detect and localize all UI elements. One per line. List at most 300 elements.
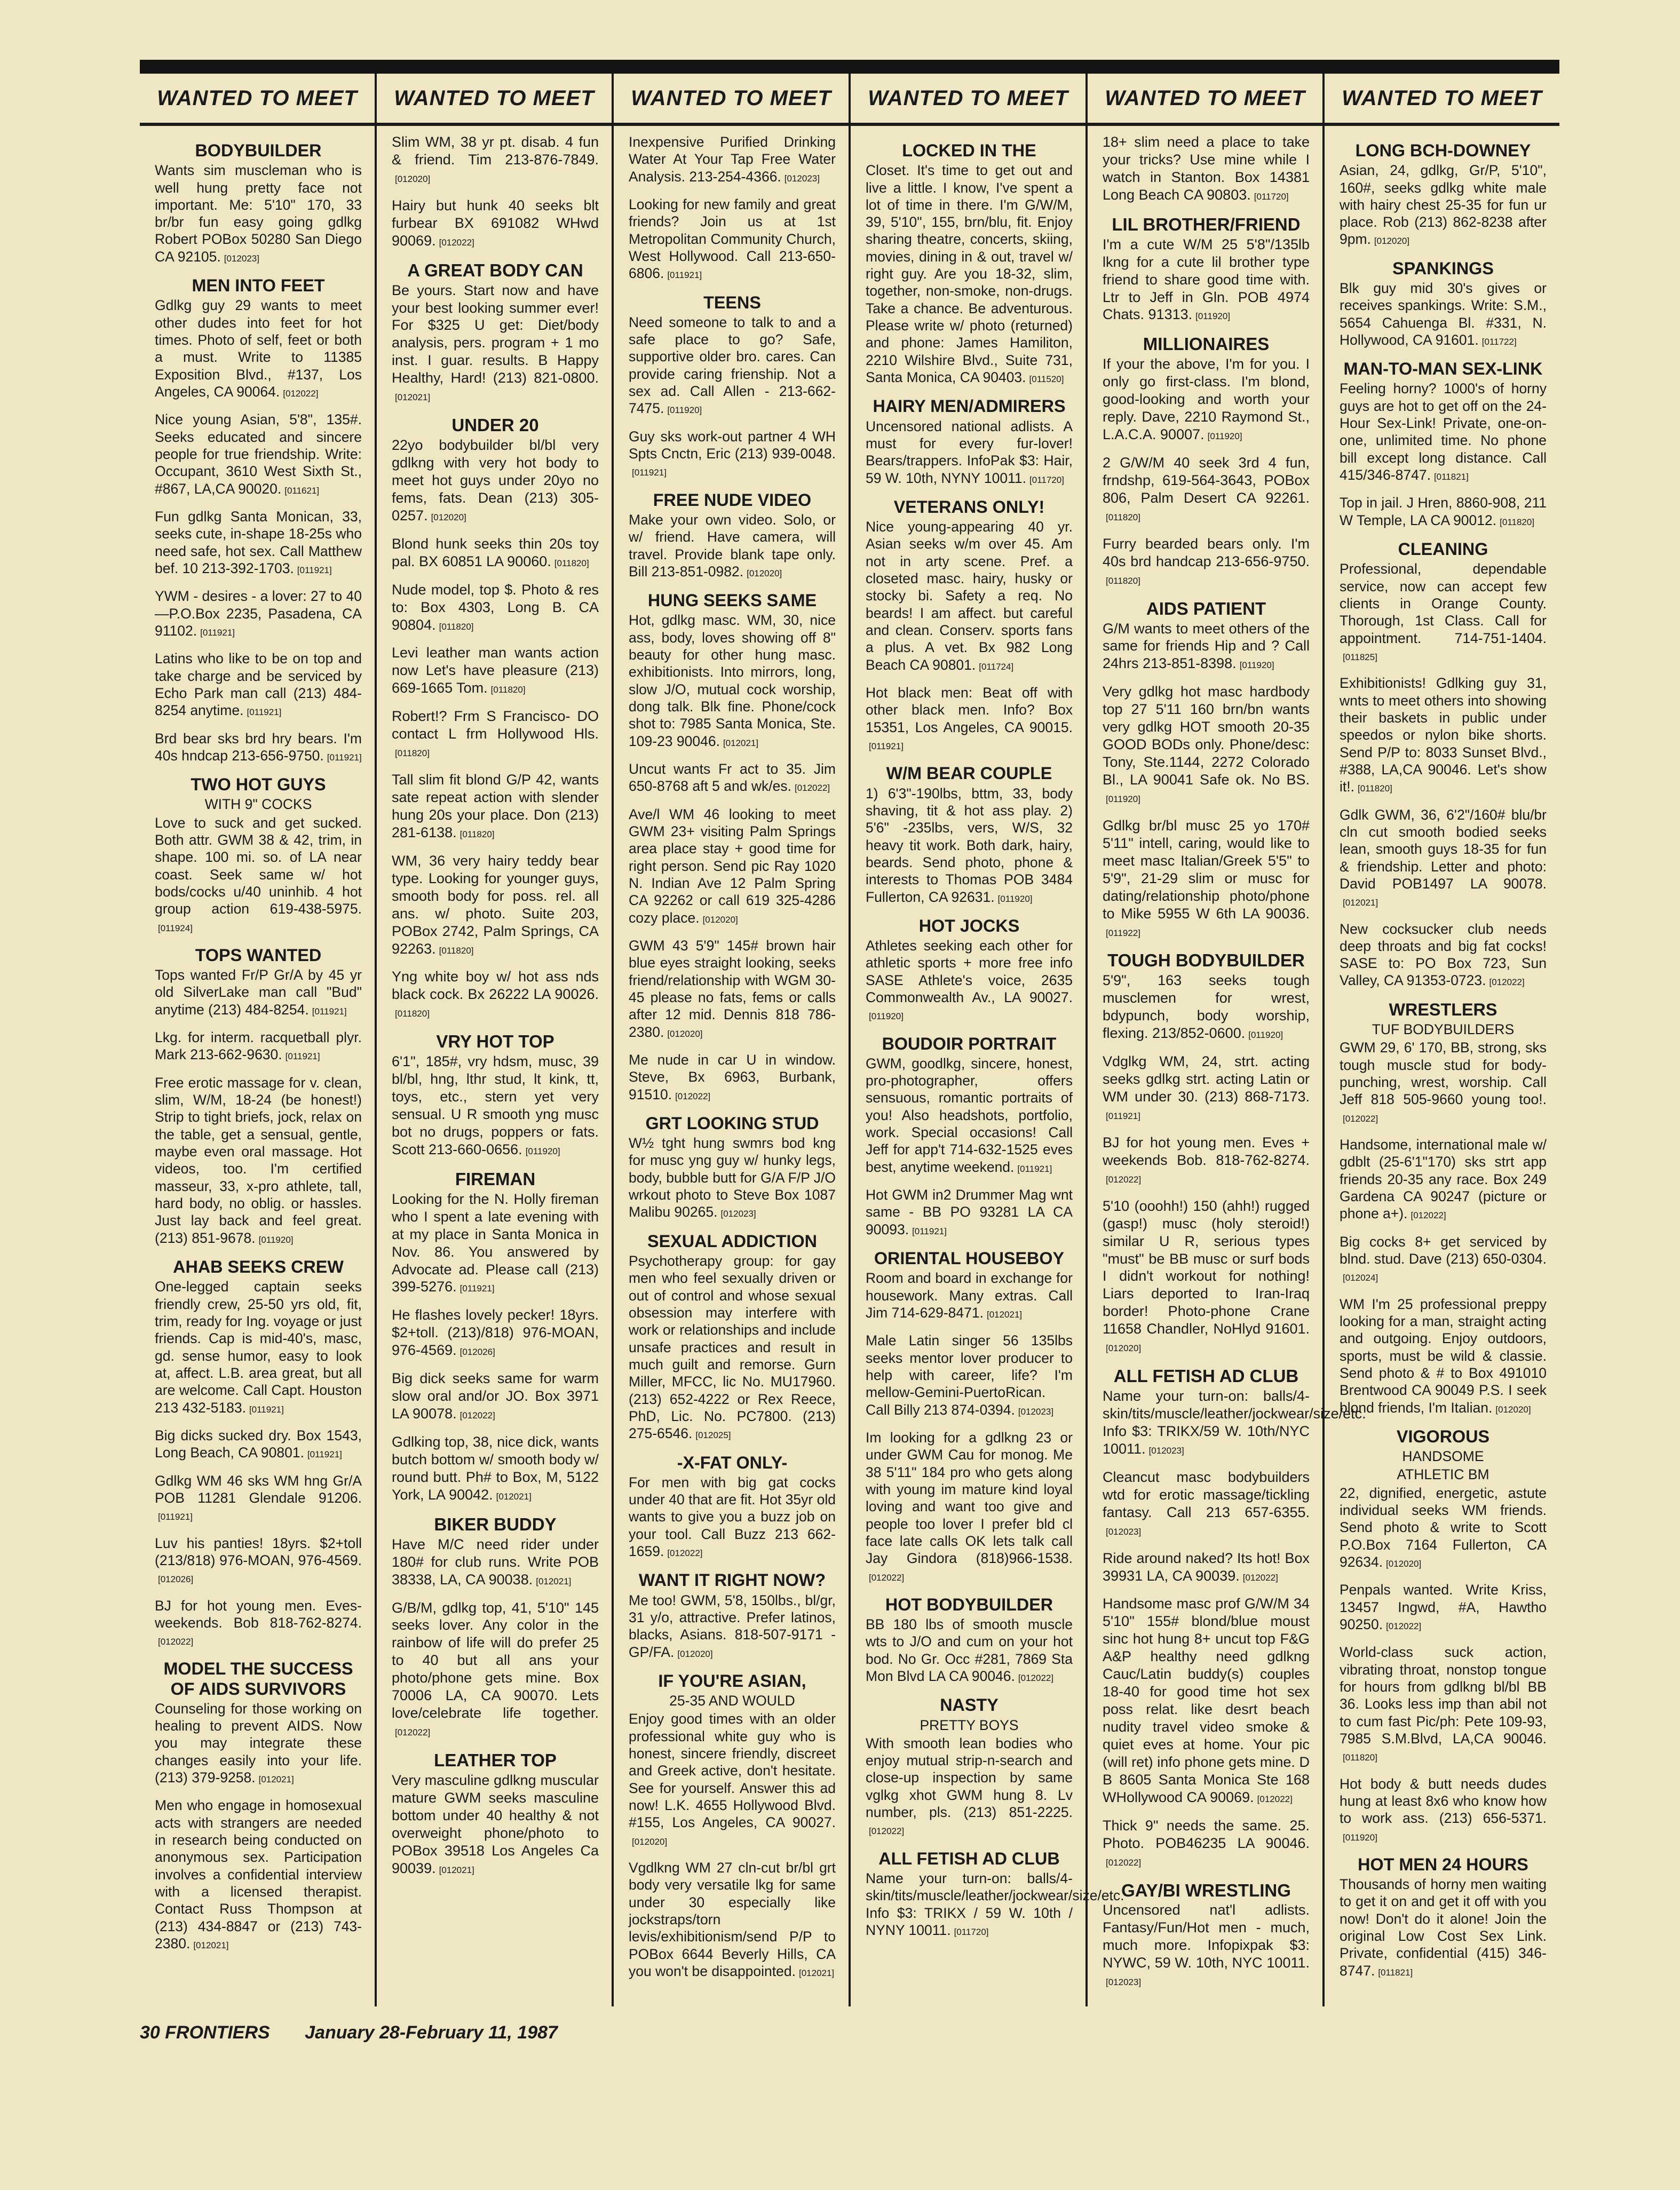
ad-code: [012021]: [395, 392, 431, 403]
ad-heading: BODYBUILDER: [195, 141, 322, 160]
classified-ad: [1103, 1197, 1310, 1355]
ad-code: [011920]: [997, 893, 1033, 904]
ad-text: [155, 1278, 362, 1416]
ad-body: If your the above, I'm for you. I only go first-class. I'm blond, good-looking and worth your reply. Dave, 2210 Raymond St., L.A.C.A. 90007.: [1103, 356, 1310, 443]
ad-heading: W/M BEAR COUPLE: [886, 764, 1052, 783]
ad-heading: FREE NUDE VIDEO: [653, 490, 812, 510]
ad-code: [012020]: [677, 1648, 713, 1659]
classified-ad: [629, 196, 836, 282]
ad-body: Brd bear sks brd hry bears. I'm 40s hndcap 213-656-9750.: [155, 730, 362, 764]
ad-code: [012022]: [1018, 1673, 1054, 1683]
ad-body: Guy sks work-out partner 4 WH Spts Cnctn, Eric (213) 939-0048.: [629, 428, 836, 462]
ad-text: [392, 581, 599, 634]
ad-text: [392, 133, 599, 186]
classified-ad: [1103, 1134, 1310, 1187]
classified-ad: [155, 1472, 362, 1524]
ad-body: Looking for the N. Holly fireman who I spent a late evening with at my place in Santa Monica in Nov. 86. You answered by Advocate ad. Please call (213) 399-5276.: [392, 1191, 599, 1295]
classified-ad: [1103, 535, 1310, 588]
ad-body: Latins who like to be on top and take charge and be serviced by Echo Park man call (213) 484-8254 anytime.: [155, 650, 362, 719]
ad-code: [012023]: [1106, 1977, 1142, 1988]
ad-code: [011820]: [395, 748, 430, 759]
classified-ad: [392, 535, 599, 570]
ad-text: [1340, 921, 1547, 989]
ad-text: [629, 806, 836, 926]
ad-code: [011722]: [1481, 336, 1517, 347]
classified-ad: [629, 293, 836, 417]
ad-body: Handsome masc prof G/W/M 34 5'10" 155# blond/blue moust sinc hot hung 8+ uncut top F&G A&P healthy need gdlkng Cauc/Latin buddy(s) couples 18-40 for good time hot sex poss relat. like desrt beach nudity travel video smoke & quiet eves at home. Your pic (will ret) info phone gets mine. D B 8605 Santa Monica Ste 168 WHollywood CA 90069.: [1103, 1596, 1310, 1805]
ad-body: Professional, dependable service, now can accept few clients in Orange County. Thorough, 1st Class. Call for appointment. 714-751-1404.: [1340, 561, 1547, 646]
classified-ad: [1103, 215, 1310, 324]
ad-code: [012022]: [439, 237, 474, 248]
ad-code: [012022]: [1410, 1210, 1446, 1221]
ad-code: [011921]: [285, 1051, 320, 1062]
ad-body: Gdlkg guy 29 wants to meet other dudes into feet for hot times. Photo of self, feet or both a must. Write to 11385 Exposition Blvd., #137, Los Angeles, CA 90064.: [155, 297, 362, 400]
ad-text: [1103, 1901, 1310, 1989]
ad-body: Fun gdlkg Santa Monican, 33, seeks cute, in-shape 18-25s who need safe, hot sex. Call Matthew bef. 10 213-392-1703.: [155, 508, 362, 576]
ad-subheading: WITH 9" COCKS: [204, 796, 312, 813]
classified-ad: [155, 730, 362, 765]
classified-ad: [155, 141, 362, 265]
ad-code: [012022]: [283, 388, 319, 399]
ad-body: Hot, gdlkg masc. WM, 30, nice ass, body, loves showing off 8" beauty for other hung masc. exhibitionists. Into mirrors, long, slow J/O, mutual cock worship, dong talk. Blk fine. Phone/cock shot to: 7985 Santa Monica, Ste. 109-23 90046.: [629, 612, 836, 749]
classified-ad: [629, 1570, 836, 1660]
ad-body: Top in jail. J Hren, 8860-908, 211 W Temple, LA CA 90012.: [1340, 495, 1547, 528]
ad-text: [629, 1859, 836, 1980]
ad-heading: HOT JOCKS: [918, 916, 1020, 935]
ad-text: [155, 730, 362, 765]
classified-ad: [1103, 334, 1310, 443]
classified-ad: [866, 764, 1073, 905]
column-header: WANTED TO MEET: [614, 74, 849, 126]
ad-text: [866, 1735, 1073, 1838]
ad-body: Levi leather man wants action now Let's have pleasure (213) 669-1665 Tom.: [392, 645, 599, 696]
ad-code: [012020]: [1495, 1404, 1531, 1415]
ad-text: [1340, 1233, 1547, 1285]
ad-code: [011920]: [869, 1011, 904, 1022]
ad-code: [012023]: [784, 173, 820, 184]
ad-text: [866, 1269, 1073, 1321]
ad-code: [012022]: [794, 783, 830, 794]
ad-code: [011921]: [1017, 1163, 1052, 1174]
ad-code: [011821]: [1378, 1967, 1413, 1978]
ad-heading: SEXUAL ADDICTION: [647, 1231, 817, 1251]
ad-body: Ave/l WM 46 looking to meet GWM 23+ visiting Palm Springs area place stay + good time for right person. Send pic Ray 1020 N. Indian Ave 12 Palm Spring CA 92262 or call 619 325-4286 cozy place.: [629, 806, 836, 926]
classified-ad: [1103, 1366, 1366, 1458]
ad-text: [1340, 1876, 1547, 1979]
ad-code: [011921]: [307, 1449, 342, 1460]
ad-body: Thick 9" needs the same. 25. Photo. POB46235 LA 90046.: [1103, 1817, 1310, 1851]
ad-text: [1103, 1817, 1310, 1870]
ad-code: [012022]: [1343, 1113, 1378, 1124]
ad-code: [012022]: [395, 1727, 431, 1738]
ad-text: [155, 1700, 362, 1787]
ad-body: Tops wanted Fr/P Gr/A by 45 yr old SilverLake man call "Bud" anytime (213) 484-8254.: [155, 967, 362, 1018]
ad-text: [1340, 1644, 1547, 1764]
ad-code: [011920]: [1343, 1832, 1377, 1843]
ad-text: [155, 508, 362, 577]
ad-heading: VETERANS ONLY!: [893, 497, 1045, 517]
classified-ad: [392, 1599, 599, 1740]
ad-subheading: 25-35 AND WOULD: [669, 1693, 795, 1709]
ad-text: [866, 162, 1073, 386]
ad-text: [866, 1332, 1073, 1418]
ad-body: Free erotic massage for v. clean, slim, W/M, 18-24 (be honest!) Strip to tight briefs, jock, relax on the table, get a sensual, gentle, maybe even oral massage. Hot videos, too. I'm certified masseur, 33, x-pro athlete, tall, hard body, no oblig. or hassles. Just lay back and feel great. (213) 851-9678.: [155, 1074, 362, 1246]
ad-body: Big cocks 8+ get serviced by blnd. stud. Dave (213) 650-0304.: [1340, 1233, 1547, 1267]
ad-code: [012022]: [1257, 1794, 1293, 1804]
ad-code: [011921]: [869, 741, 904, 752]
ad-code: [012022]: [1489, 977, 1525, 988]
ad-code: [011720]: [1254, 191, 1289, 202]
classified-ad: [155, 1029, 362, 1064]
ad-text: [155, 966, 362, 1018]
ad-text: [866, 1616, 1073, 1685]
classified-ad: [155, 508, 362, 577]
classified-ad: [155, 1797, 362, 1952]
ad-text: [866, 785, 1073, 906]
ad-code: [011921]: [667, 270, 702, 281]
ad-code: [011621]: [284, 485, 320, 496]
ad-body: Need someone to talk to and a safe place to go? Safe, supportive older bro. cares. Can provide caring frienship. Not a sex ad. Call Allen - 213-662-7475.: [629, 314, 836, 417]
classified-ad: [392, 771, 599, 842]
ad-body: GWM 43 5'9" 145# brown hair blue eyes straight looking, seeks friend/relationship with WGM 30-45 please no fats, fems or calls after 12 mid. Dennis 818 786-2380.: [629, 937, 836, 1040]
ad-text: [392, 1306, 599, 1359]
classified-ad: [1340, 1296, 1547, 1416]
ad-heading: AIDS PATIENT: [1146, 598, 1266, 618]
classified-ad: [629, 1859, 836, 1980]
classified-ad: [629, 428, 836, 480]
ad-text: [1103, 1053, 1310, 1123]
classified-columns: [140, 74, 1559, 2006]
ad-text: [1103, 1469, 1310, 1539]
ad-body: Luv his panties! 18yrs. $2+toll (213/818) 976-MOAN, 976-4569.: [155, 1535, 362, 1568]
ad-body: 5'10 (ooohh!) 150 (ahh!) rugged (gasp!) musc (holy steroid!) similar U R, serious types "must" be BB musc or surf bods I didn't workout for nothing! Liars deported to Iran-Iraq border! Photo-phone Crane 11658 Chandler, NoHlyd 91601.: [1103, 1197, 1310, 1337]
ad-body: Lkg. for interm. racquetball plyr. Mark 213-662-9630.: [155, 1029, 362, 1063]
ad-code: [012020]: [431, 512, 466, 522]
ad-body: BJ for hot young men. Eves-weekends. Bob 818-762-8274.: [155, 1597, 362, 1631]
ad-body: Im looking for a gdlkng 23 or under GWM Cau for monog. Me 38 5'11" 184 pro who gets along with young im mature kind loyal loving and want too give and people too lover I prefer bld cl face late calls OK lets talk call Jay Gindora (818)966-1538.: [866, 1429, 1073, 1567]
classified-ad: [155, 650, 362, 719]
ad-text: [629, 196, 836, 282]
ad-code: [012020]: [667, 1028, 703, 1039]
ad-body: Room and board in exchange for housework. Many extras. Call Jim 714-629-8471.: [866, 1270, 1073, 1321]
ad-text: [866, 1429, 1073, 1584]
ad-body: Very masculine gdlkng muscular mature GWM seeks masculine bottom under 40 healthy & not overweight phone/photo to POBox 39518 Los Angeles Ca 90039.: [392, 1772, 599, 1876]
ad-code: [011820]: [1357, 783, 1392, 794]
classified-ad: [1103, 1880, 1310, 1990]
ad-body: Me nude in car U in window. Steve, Bx 6963, Burbank, 91510.: [629, 1051, 836, 1102]
ad-body: 6'1", 185#, vry hdsm, musc, 39 bl/bl, hng, lthr stud, lt kink, tt, toys, etc., stern yet very sensual. U R smooth yng musc bot no drugs, poppers or fats. Scott 213-660-0656.: [392, 1053, 599, 1157]
ad-code: [012022]: [1106, 1174, 1142, 1185]
ad-body: Vdglkg WM, 24, strt. acting seeks gdlkg strt. acting Latin or WM under 30. (213) 868-7173.: [1103, 1053, 1310, 1105]
ad-text: [392, 1536, 599, 1589]
ad-body: BB 180 lbs of smooth muscle wts to J/O and cum on your hot bod. No Gr. Occ #281, 7869 Sta Mon Blvd LA CA 90046.: [866, 1616, 1073, 1684]
ad-body: Blond hunk seeks thin 20s toy pal. BX 60851 LA 90060.: [392, 535, 599, 569]
classified-ad: [1103, 817, 1310, 940]
footer-page: 30 FRONTIERS: [140, 2022, 270, 2043]
ad-text: [392, 852, 599, 958]
ad-body: Asian, 24, gdlkg, Gr/P, 5'10", 160#, seeks gdlkg white male with hairy chest 25-35 for fun ur place. Rob (213) 862-8238 after 9pm.: [1340, 162, 1547, 248]
ad-code: [012021]: [258, 1774, 294, 1785]
classified-ad: [392, 1370, 599, 1423]
ad-text: [1103, 972, 1310, 1042]
classified-ad: [866, 1034, 1073, 1176]
column-header: WANTED TO MEET: [851, 74, 1085, 126]
ad-body: G/M wants to meet others of the same for friends Hip and ? Call 24hrs 213-851-8398.: [1103, 620, 1310, 672]
ad-text: [1103, 355, 1310, 443]
ad-heading: BIKER BUDDY: [434, 1514, 557, 1534]
ad-text: [629, 1051, 836, 1103]
classified-ad: [1340, 539, 1547, 664]
ad-text: [392, 1599, 599, 1740]
ad-code: [011920]: [1106, 794, 1140, 804]
ad-body: I'm a cute W/M 25 5'8"/135lb lkng for a cute lil brother type friend to share good time with. Ltr to Jeff in Gln. POB 4974 Chats. 91313.: [1103, 236, 1310, 323]
ad-heading: ORIENTAL HOUSEBOY: [874, 1249, 1065, 1268]
ad-body: Vgdlkng WM 27 cln-cut br/bl grt body very versatile lkg for same under 30 especially like jockstraps/torn levis/exhibitionism/send P/P to POBox 6644 Beverly Hills, CA you won't be disappointed.: [629, 1859, 836, 1979]
ad-code: [011921]: [459, 1283, 495, 1294]
classified-ad: [1103, 1595, 1310, 1806]
ad-code: [012021]: [193, 1940, 229, 1951]
ad-body: G/B/M, gdlkg top, 41, 5'10" 145 seeks lover. Any color in the rainbow of life will do prefer 25 to 40 but all ans your photo/phone gets mine. Box 70006 LA, CA 90070. Lets love/celebrate life together.: [392, 1599, 599, 1721]
ad-text: [629, 511, 836, 580]
ad-text: [392, 535, 599, 570]
ad-body: 22, dignified, energetic, astute individual seeks WM friends. Send photo & write to Scott P.O.Box 7164 Fullerton, CA 92634.: [1340, 1485, 1547, 1570]
classified-ad: [155, 1074, 362, 1247]
ad-text: [1340, 1136, 1547, 1223]
ad-heading: MILLIONAIRES: [1143, 334, 1270, 354]
ad-body: Uncut wants Fr act to 35. Jim 650-8768 aft 5 and wk/es.: [629, 761, 836, 795]
ad-text: [1103, 817, 1310, 940]
classified-ad: [155, 588, 362, 639]
ad-heading: MAN-TO-MAN SEX-LINK: [1343, 359, 1543, 379]
ad-code: [012020]: [632, 1836, 668, 1847]
ad-code: [011921]: [297, 565, 332, 575]
ad-code: [011924]: [158, 923, 193, 933]
ad-body: 5'9", 163 seeks tough musclemen for wrest, bdypunch, body worship, flexing. 213/852-0600.: [1103, 972, 1310, 1042]
ad-text: [392, 708, 599, 760]
ad-heading: UNDER 20: [451, 415, 539, 435]
ad-body: Big dicks sucked dry. Box 1543, Long Beach, CA 90801.: [155, 1427, 362, 1461]
classified-ad: [629, 1051, 836, 1103]
ad-body: Make your own video. Solo, or w/ friend. Have camera, will travel. Provide blank tape only. Bill 213-851-0982.: [629, 511, 836, 580]
ad-heading: AHAB SEEKS CREW: [173, 1257, 344, 1277]
ad-code: [012020]: [702, 914, 738, 925]
ad-body: 22yo bodybuilder bl/bl very gdlkng with very hot body to meet hot guys under 20yo no fems, fats. Dean (213) 305-0257.: [392, 437, 599, 523]
ad-code: [012022]: [869, 1826, 905, 1837]
ad-code: [011820]: [1106, 575, 1140, 586]
ad-body: Looking for new family and great friends? Join us at 1st Metropolitan Community Church, West Hollywood. Call 213-650-6806.: [629, 196, 836, 282]
ad-body: Slim WM, 38 yr pt. disab. 4 fun & friend. Tim 213-876-7849.: [392, 134, 599, 168]
ad-code: [011921]: [200, 627, 235, 638]
ad-code: [011921]: [312, 1006, 347, 1017]
ad-text: [392, 437, 599, 525]
ad-text: [155, 162, 362, 265]
ad-code: [012020]: [747, 568, 782, 578]
ad-subheading: HANDSOME: [1402, 1448, 1484, 1465]
ad-body: YWM - desires - a lover: 27 to 40—P.O.Box 2235, Pasadena, CA 91102.: [155, 588, 362, 639]
ad-subheading: ATHLETIC BM: [1397, 1466, 1489, 1483]
column-body: [140, 126, 375, 1963]
ad-text: [1340, 1485, 1547, 1571]
ad-heading: ALL FETISH AD CLUB: [878, 1848, 1060, 1868]
ad-text: [392, 968, 599, 1021]
ad-text: [1103, 454, 1310, 525]
ad-text: [392, 197, 599, 250]
classified-ad: [629, 1671, 836, 1848]
classified-ad: [1103, 1469, 1310, 1539]
ad-text: [1103, 1387, 1366, 1458]
classified-ad: [392, 1169, 599, 1296]
ad-code: [012022]: [675, 1091, 711, 1101]
classified-ad: [155, 276, 362, 400]
ad-body: W½ tght hung swmrs bod kng for musc yng guy w/ hunky legs, body, bubble butt for G/A F/P J/O wrkout photo to Steve Box 1087 Malibu 90265.: [629, 1135, 836, 1220]
ad-body: Robert!? Frm S Francisco- DO contact L frm Hollywood Hls.: [392, 708, 599, 742]
ad-body: Nice young-appearing 40 yr. Asian seeks w/m over 45. Am not in arty scene. Pref. a closeted masc. hairy, husky or stocky bi. Safety a req. No beards! I am affect. but careful and clean. Conserv. sports fans a plus. A vet. Bx 982 Long Beach CA 90801.: [866, 519, 1073, 673]
ad-heading: VIGOROUS: [1396, 1426, 1490, 1446]
ad-text: [1103, 236, 1310, 324]
ad-code: [012021]: [439, 1864, 474, 1875]
column-body: [614, 126, 849, 1990]
ad-text: [155, 1472, 362, 1524]
column-body: [1325, 126, 1559, 1990]
ad-text: [629, 937, 836, 1041]
ad-body: Ride around naked? Its hot! Box 39931 LA, CA 90039.: [1103, 1550, 1310, 1584]
ad-heading: GRT LOOKING STUD: [645, 1113, 819, 1133]
ad-body: Wants sim muscleman who is well hung pretty face not important. Me: 5'10" 170, 33 br/br fun easy going gdlkg Robert POBox 50280 San Diego CA 92105.: [155, 162, 362, 265]
ad-heading: MODEL THE SUCCESS OF AIDS SURVIVORS: [163, 1659, 353, 1699]
ad-body: Gdlkg WM 46 sks WM hng Gr/A POB 11281 Glendale 91206.: [155, 1472, 362, 1506]
classified-ad: [155, 1427, 362, 1462]
classified-ad: [392, 708, 599, 760]
ad-body: Name your turn-on: balls/4-skin/tits/muscle/leather/jockwear/size/etc. Info $3: TRIKX / 59 W. 10th / NYNY 10011.: [866, 1870, 1124, 1938]
classified-ad: [1340, 1644, 1547, 1764]
ad-text: [392, 1370, 599, 1423]
classified-ad: [155, 411, 362, 497]
column-body: [377, 126, 612, 1888]
ad-body: Hot black men: Beat off with other black men. Info? Box 15351, Los Angeles, CA 90015.: [866, 685, 1073, 735]
ad-code: [011920]: [667, 405, 702, 416]
ad-text: [629, 314, 836, 417]
ad-body: Love to suck and get sucked. Both attr. GWM 38 & 42, trim, in shape. 100 mi. so. of LA near coast. Seek same w/ hot bods/cocks u/40 uninhib. 4 hot group action 619-438-5975.: [155, 814, 362, 917]
ad-heading: HOT BODYBUILDER: [885, 1594, 1053, 1614]
classified-ad: [866, 1695, 1073, 1838]
classified-ad: [866, 497, 1073, 673]
ad-body: Penpals wanted. Write Kriss, 13457 Ingwd, #A, Hawtho 90250.: [1340, 1582, 1547, 1632]
classified-ad: [629, 591, 836, 750]
ad-text: [392, 1433, 599, 1504]
ad-body: Feeling horny? 1000's of horny guys are hot to get off on the 24-Hour Sex-Link! Private, one-on-one, unlimited time. No phone bill except long distance. Call 415/346-8747.: [1340, 380, 1547, 483]
ad-heading: CLEANING: [1398, 539, 1488, 559]
ad-text: [1340, 162, 1547, 248]
ad-text: [629, 1474, 836, 1560]
ad-code: [011720]: [954, 1926, 989, 1937]
ad-text: [866, 1870, 1124, 1939]
ad-heading: A GREAT BODY CAN: [407, 260, 583, 280]
classified-ad: [155, 775, 362, 935]
ad-text: [1340, 380, 1547, 483]
ad-code: [011820]: [490, 685, 526, 695]
ad-code: [011820]: [1500, 517, 1535, 527]
ad-text: [629, 133, 836, 185]
classified-ad: [1103, 454, 1310, 525]
ad-heading: -X-FAT ONLY-: [677, 1453, 788, 1472]
classified-ad: [155, 946, 362, 1018]
column-6: [1325, 74, 1559, 2006]
ad-body: Hot GWM in2 Drummer Mag wnt same - BB PO 93281 LA CA 90093.: [866, 1187, 1073, 1237]
ad-code: [012020]: [1374, 236, 1410, 247]
ad-text: [1103, 683, 1310, 806]
ad-heading: GAY/BI WRESTLING: [1121, 1880, 1291, 1900]
ad-heading: IF YOU'RE ASIAN,: [658, 1671, 806, 1691]
classified-ad: [1340, 1233, 1547, 1285]
ad-text: [1340, 494, 1547, 529]
ad-code: [012024]: [1343, 1273, 1378, 1283]
ad-heading: HUNG SEEKS SAME: [647, 591, 817, 610]
classified-ad: [629, 806, 836, 926]
ad-code: [011920]: [525, 1146, 560, 1156]
classified-ad: [1340, 1427, 1547, 1570]
ad-code: [011921]: [249, 1404, 284, 1415]
ad-body: Nude model, top $. Photo & res to: Box 4303, Long B. CA 90804.: [392, 581, 599, 633]
classified-ad: [1103, 683, 1310, 806]
classified-ad: [1103, 950, 1310, 1042]
ad-text: [392, 282, 599, 405]
ad-body: 2 G/W/M 40 seek 3rd 4 fun, frndshp, 619-564-3643, POBox 806, Palm Desert CA 92261.: [1103, 455, 1310, 506]
ad-code: [012022]: [1106, 1857, 1142, 1868]
ad-text: [1340, 675, 1547, 795]
ad-body: One-legged captain seeks friendly crew, 25-50 yrs old, fit, trim, ready for Ing. voyage or just friends. Cap is mid-40's, masc, gd. sense humor, easy to look at, affect. L.B. area great, but all are welcome. Call Capt. Houston 213 432-5183.: [155, 1279, 362, 1416]
ad-text: [1340, 806, 1547, 910]
ad-code: [012025]: [695, 1430, 731, 1441]
ad-text: [155, 1597, 362, 1649]
ad-code: [011820]: [395, 1009, 430, 1019]
ad-body: WM, 36 very hairy teddy bear type. Looking for younger guys, smooth body for poss. rel. all ans. w/ photo. Suite 203, POBox 2742, Palm Springs, CA 92263.: [392, 852, 599, 957]
top-rule: [140, 60, 1559, 74]
classified-ad: [1340, 141, 1547, 248]
ad-code: [011820]: [459, 829, 495, 839]
ad-body: World-class suck action, vibrating throat, nonstop tongue for hours from gdlkng bl/bl BB 36. Looks less imp than abil not to cum fast Pic/ph: Pete 109-93, 7985 S.M.Blvd, LA,CA 90046.: [1340, 1644, 1547, 1747]
ad-text: [155, 411, 362, 497]
ad-code: [011920]: [1207, 431, 1242, 442]
ad-text: [392, 644, 599, 697]
classified-ad: [1340, 1000, 1547, 1125]
classified-ad: [392, 1514, 599, 1589]
ad-text: [866, 684, 1073, 753]
ad-text: [866, 1055, 1073, 1176]
ad-text: [155, 1797, 362, 1952]
classified-ad: [392, 1433, 599, 1504]
ad-body: Very gdlkg hot masc hardbody top 27 5'11 160 brn/bn wants very gdlkg HOT smooth 20-35 GOOD BODs only. Phone/desc: Tony, Ste.1144, 2272 Colorado Bl., LA 90041 Safe ok. No BS.: [1103, 684, 1310, 788]
classified-ad: [1103, 599, 1310, 673]
ad-code: [011820]: [439, 621, 474, 632]
ad-body: Me too! GWM, 5'8, 150lbs., bl/gr, 31 y/o, attractive. Prefer latinos, blacks, Asians. 818-507-9171 - GP/FA.: [629, 1592, 836, 1660]
ad-body: GWM, goodlkg, sincere, honest, pro-photographer, offers sensuous, romantic portraits of you! Also headshots, portfolio, work. Special occasions! Call Jeff for app't 714-632-1525 eves best, anytime weekend.: [866, 1055, 1073, 1175]
ad-text: [1340, 1039, 1547, 1125]
ad-body: Yng white boy w/ hot ass nds black cock. Bx 26222 LA 90026.: [392, 969, 599, 1003]
ad-body: Closet. It's time to get out and live a little. I know, I've spent a lot of time in there. I'm G/W/M, 39, 5'10", 155, brn/blu, fit. Enjoy sharing theatre, concerts, skiing, movies, dining in & out, travel w/ right guy. Are you 18-32, slim, together, non-smoke, non-drugs. Take a chance. Be adventurous. Please write w/ photo (returned) and phone: James Hamiliton, 2210 Wilshire Blvd., Suite 731, Santa Monica, CA 90403.: [866, 162, 1073, 386]
ad-code: [012021]: [496, 1491, 532, 1502]
classified-ad: [866, 1332, 1073, 1418]
ad-body: Furry bearded bears only. I'm 40s brd handcap 213-656-9750.: [1103, 535, 1310, 569]
ad-code: [011921]: [632, 467, 667, 478]
column-3: [614, 74, 851, 2006]
ad-code: [012021]: [798, 1967, 835, 1978]
ad-body: GWM 29, 6' 170, BB, strong, sks tough muscle stud for body-punching, wrest, worship. Call Jeff 818 505-9660 young too!.: [1340, 1040, 1547, 1108]
ad-body: Uncensored national adlists. A must for every fur-lover! Bears/trappers. InfoPak $3: Hair, 59 W. 10th, NYNY 10011.: [866, 418, 1073, 486]
ad-text: [1103, 535, 1310, 588]
ad-heading: HAIRY MEN/ADMIRERS: [873, 396, 1066, 416]
ad-code: [012026]: [459, 1347, 495, 1358]
ad-code: [012021]: [723, 737, 759, 748]
